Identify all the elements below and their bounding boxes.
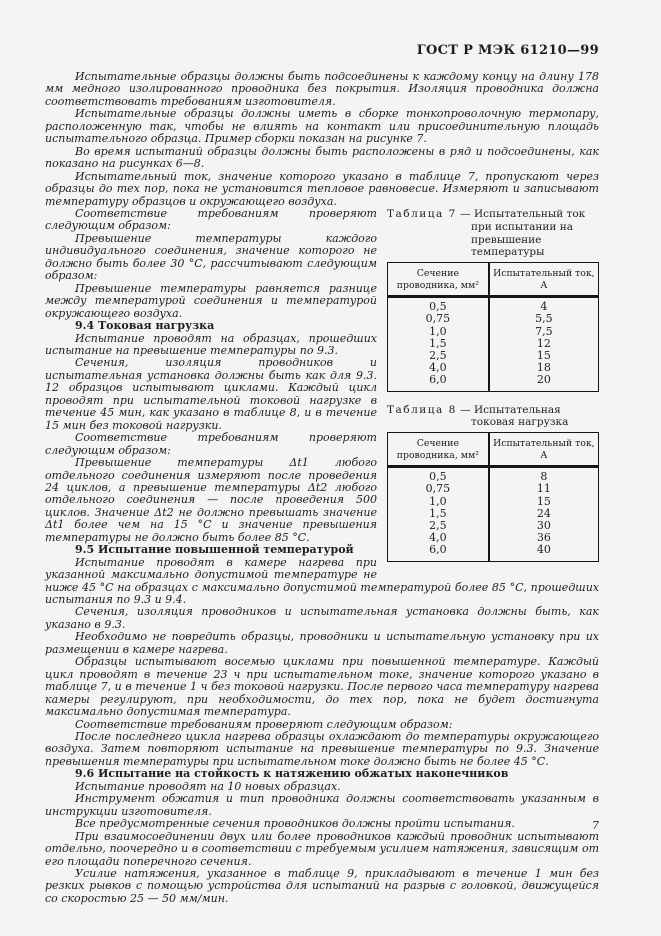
paragraph: Испытательные образцы должны быть подсоединены к каждому концу на длину 178 мм медного изолированного проводника без покрытия. Изоляция проводника должна соответствовать требованиям изготовителя. <box>45 70 599 108</box>
paragraph: Образцы испытывают восемью циклами при повышенной температуре. Каждый цикл проводят в течение 23 ч при испытательном токе, значение которого указано в таблице 7, и в течение 1 ч без токовой нагрузки. После первого часа температуру нагрева камеры регулируют, при необходимости, до тех пор, пока не будет достигнута максимально допустимая температура. <box>45 655 599 719</box>
page-number: 7 <box>592 819 599 832</box>
table-cell: 15 <box>489 350 599 362</box>
table-cell: 1,0 <box>429 494 447 508</box>
table-7-block <box>387 208 599 392</box>
table-7 <box>387 262 599 391</box>
table-8-caption-text: — Испытательная токовая нагрузка <box>460 403 569 429</box>
table-7-col-header-test-current: Испытательный ток, А <box>489 263 599 297</box>
table-row <box>388 532 599 544</box>
table-7-col-header-cross-section: Сечение проводника, мм² <box>388 263 489 297</box>
table-cell: 7,5 <box>489 326 599 338</box>
table-cell: 4,0 <box>429 531 447 545</box>
paragraph: Все предусмотренные сечения проводников должны пройти испытания. <box>75 817 515 831</box>
table-8-col-header-test-current: Испытательный ток, А <box>489 433 599 467</box>
paragraph: Сечения, изоляция проводников и испытательная установка должны быть, как указано в 9.3. <box>45 605 599 631</box>
table-8 <box>387 432 599 561</box>
table-header-row <box>388 433 599 467</box>
paragraph: Испытательный ток, значение которого указано в таблице 7, пропускают через образцы до тех пор, пока не установится тепловое равновесие. Измеряют и записывают температуру образцов и окружающего воздуха. <box>45 169 599 208</box>
table-cell: 0,75 <box>425 482 451 496</box>
tables-column <box>387 208 599 562</box>
table-cell: 30 <box>489 520 599 532</box>
section-heading-9-5: 9.5 Испытание повышенной температурой <box>75 543 354 557</box>
paragraph: Инструмент обжатия и тип проводника должны соответствовать указанным в инструкции изготовителя. <box>45 792 599 818</box>
table-cell: 36 <box>489 532 599 544</box>
paragraph: Соответствие требованиям проверяют следующим образом: <box>75 717 453 731</box>
table-cell: 4 <box>489 297 599 314</box>
paragraph: Соответствие требованиям проверяют следующим образом: <box>45 431 377 457</box>
paragraph: Соответствие требованиям проверяют следующим образом: <box>45 206 377 233</box>
table-row <box>388 362 599 374</box>
paragraph: Испытание проводят на образцах, прошедших испытание на превышение температуры по 9.3. <box>45 331 377 357</box>
table-row <box>388 350 599 362</box>
table-cell: 5,5 <box>489 313 599 325</box>
table-row <box>388 483 599 495</box>
paragraph: Во время испытаний образцы должны быть расположены в ряд и подсоединены, как показано на рисунках 6—8. <box>45 144 599 171</box>
paragraph: Превышение температуры каждого индивидуального соединения, значение которого не должно быть более 30 °С, рассчитывают следующим образом: <box>45 231 377 283</box>
table-7-caption <box>387 208 599 259</box>
table-row <box>388 520 599 532</box>
paragraph: Сечения, изоляция проводников и испытательная установка должны быть как для 9.3. 12 образцов испытывают циклами. Каждый цикл проводят при испытательной токовой нагрузке в течение 45 мин, как указано в таблице 8, и в течение 15 мин без токовой нагрузки. <box>45 356 377 432</box>
section-heading-9-6: 9.6 Испытание на стойкость к натяжению обжатых наконечников <box>75 767 509 781</box>
table-cell: 18 <box>489 362 599 374</box>
table-cell: 1,5 <box>429 506 447 520</box>
table-cell: 0,75 <box>425 312 451 326</box>
table-7-caption-label: Таблица 7 <box>387 207 457 220</box>
section-heading-9-4: 9.4 Токовая нагрузка <box>75 319 215 333</box>
table-cell: 6,0 <box>429 373 447 387</box>
table-row <box>388 467 599 484</box>
table-row <box>388 326 599 338</box>
table-cell: 2,5 <box>429 519 447 532</box>
table-row <box>388 297 599 314</box>
table-row <box>388 313 599 325</box>
table-cell: 0,5 <box>429 300 447 314</box>
table-header-row <box>388 263 599 297</box>
paragraph: Испытание проводят на 10 новых образцах. <box>75 779 341 793</box>
table-cell: 6,0 <box>429 543 447 557</box>
paragraph: После последнего цикла нагрева образцы охлаждают до температуры окружающего воздуха. Затем повторяют испытание на превышение температуры по 9.3. Значение превышения температуры при испытательном токе должно быть не более 45 °С. <box>45 730 599 768</box>
table-cell: 2,5 <box>429 348 447 362</box>
table-8-caption-label: Таблица 8 <box>387 403 457 416</box>
table-8-block <box>387 404 599 562</box>
document-body <box>45 71 599 905</box>
table-row <box>388 374 599 391</box>
table-cell: 12 <box>489 338 599 350</box>
paragraph: Превышение температуры Δt1 любого отдельного соединения измеряют после проведения 24 циклов, а превышение температуры Δt2 любого отдельного соединения — после проведения 500 циклов. Значение Δt2 не должно превышать значение Δt1 более чем на 15 °С и значение превышения температуры не должно быть более 85 °С. <box>45 456 377 544</box>
table-row <box>388 544 599 561</box>
paragraph: Усилие натяжения, указанное в таблице 9, прикладывают в течение 1 мин без резких рывков с помощью устройства для испытаний на разрыв с головкой, движущейся со скоростью 25 — 50 мм/мин. <box>45 867 599 905</box>
table-cell: 8 <box>489 467 599 484</box>
table-row <box>388 496 599 508</box>
table-7-caption-text: — Испытательный ток при испытании на превышение температуры <box>460 207 586 259</box>
table-cell: 11 <box>489 483 599 495</box>
table-cell: 1,5 <box>429 336 447 350</box>
table-cell: 1,0 <box>429 324 447 338</box>
table-8-caption <box>387 404 599 430</box>
table-row <box>388 338 599 350</box>
standard-code-header: ГОСТ Р МЭК 61210—99 <box>416 43 599 58</box>
table-cell: 20 <box>489 374 599 391</box>
table-cell: 24 <box>489 508 599 520</box>
paragraph: Необходимо не повредить образцы, проводники и испытательную установку при их размещении в камере нагрева. <box>45 630 599 656</box>
table-cell: 40 <box>489 544 599 561</box>
table-row <box>388 508 599 520</box>
paragraph: Испытательные образцы должны иметь в сборке тонкопроволочную термопару, расположенную так, чтобы не влиять на контакт или присоединительную площадь испытательного образца. Пример сборки показан на рисунке 7. <box>45 107 599 146</box>
table-cell: 15 <box>489 496 599 508</box>
table-cell: 4,0 <box>429 361 447 375</box>
paragraph: Испытание проводят в камере нагрева при указанной максимально допустимой температуре не ниже 45 °С на образцах с максимально допустимой температурой более 85 °С, прошедших испытания по 9.3 и 9.4. <box>45 555 599 607</box>
table-8-col-header-cross-section: Сечение проводника, мм² <box>388 433 489 467</box>
table-cell: 0,5 <box>429 470 447 484</box>
paragraph: При взаимосоединении двух или более проводников каждый проводник испытывают отдельно, поочередно и в соответствии с требуемым усилием натяжения, зависящим от его площади поперечного сечения. <box>45 829 599 868</box>
paragraph: Превышение температуры равняется разнице между температурой соединения и температурой окружающего воздуха. <box>45 281 377 320</box>
